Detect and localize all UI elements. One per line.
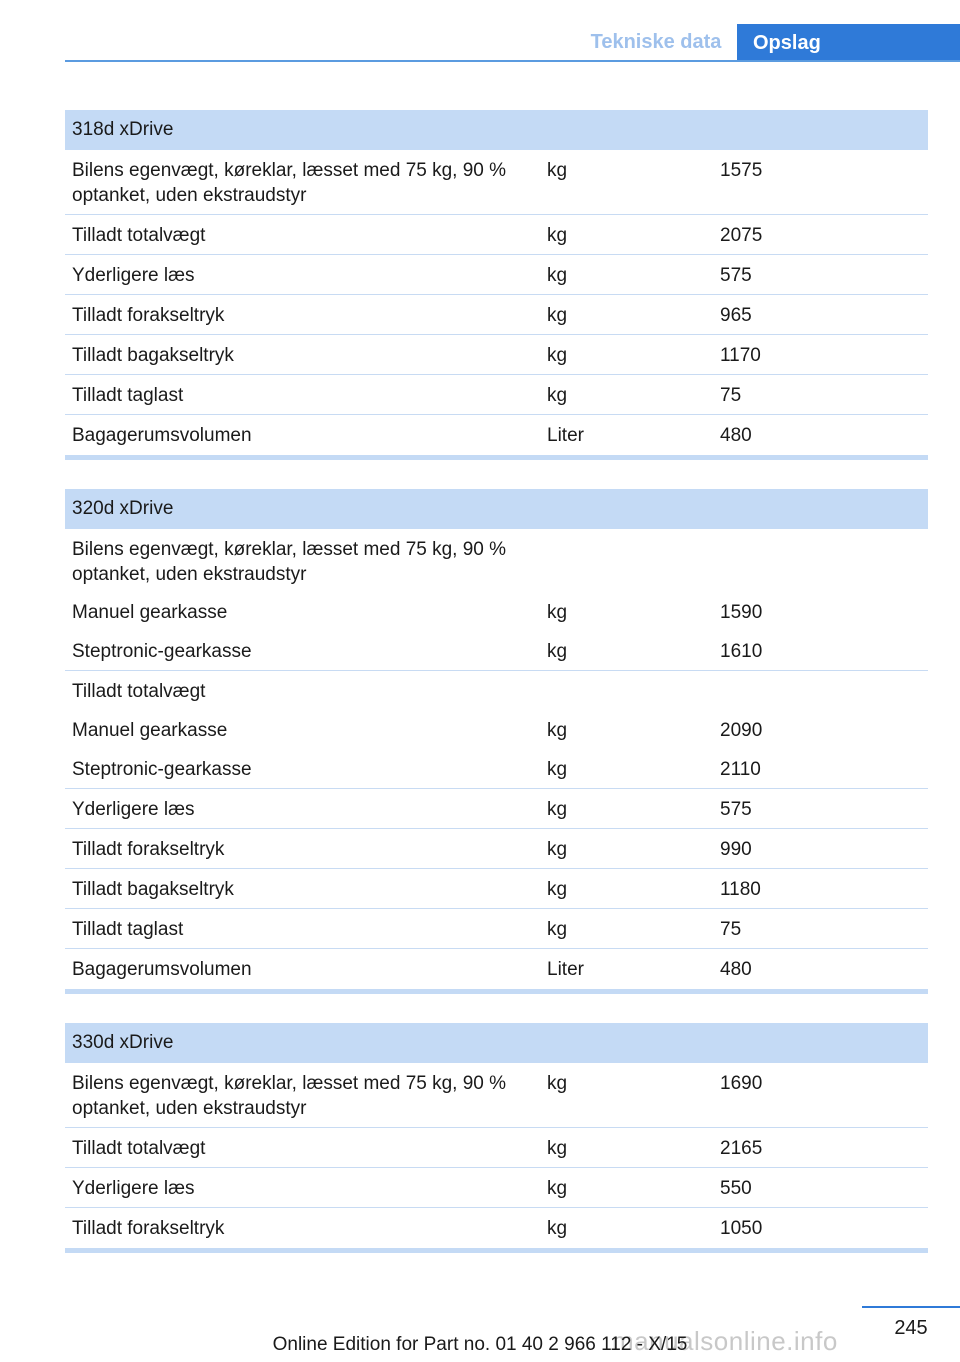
row-unit: kg bbox=[547, 265, 568, 286]
table-row bbox=[65, 949, 928, 989]
table-row bbox=[65, 869, 928, 909]
table-end-rule bbox=[65, 1248, 928, 1253]
table-end-rule bbox=[65, 455, 928, 460]
row-unit: kg bbox=[547, 345, 568, 366]
table-row bbox=[65, 295, 928, 335]
row-unit: kg bbox=[547, 1218, 568, 1239]
row-value: 990 bbox=[720, 839, 752, 860]
table-row bbox=[65, 415, 928, 455]
row-value: 2110 bbox=[720, 759, 761, 780]
row-value: 1575 bbox=[720, 160, 763, 181]
table-row bbox=[65, 1128, 928, 1168]
table-row bbox=[65, 671, 928, 710]
row-label: Steptronic-gearkasse bbox=[72, 641, 252, 662]
row-label: Tilladt taglast bbox=[72, 385, 184, 406]
row-unit: kg bbox=[547, 160, 568, 181]
row-label: Bilens egenvægt, køreklar, læsset med 75 kg, 90 % optanket, uden ekstraudstyr bbox=[72, 160, 507, 206]
row-unit: kg bbox=[547, 879, 568, 900]
table-title: 330d xDrive bbox=[65, 1023, 928, 1063]
table-row bbox=[65, 909, 928, 949]
row-value: 75 bbox=[720, 385, 742, 406]
section-tab-tekniske-data[interactable]: Tekniske data bbox=[590, 30, 722, 53]
row-value: 480 bbox=[720, 959, 752, 980]
row-label: Tilladt bagakseltryk bbox=[72, 345, 234, 366]
row-unit bbox=[540, 679, 713, 710]
table-row bbox=[65, 375, 928, 415]
spec-table-318d bbox=[65, 110, 928, 460]
row-value: 550 bbox=[720, 1178, 752, 1199]
table-row bbox=[65, 335, 928, 375]
row-label: Bilens egenvægt, køreklar, læsset med 75 kg, 90 % optanket, uden ekstraudstyr bbox=[72, 1073, 507, 1119]
spec-table-330d bbox=[65, 1023, 928, 1253]
row-label: Steptronic-gearkasse bbox=[72, 759, 252, 780]
table-row bbox=[65, 592, 928, 631]
row-value: 1590 bbox=[720, 602, 763, 623]
row-value: 1180 bbox=[720, 879, 761, 900]
row-unit: kg bbox=[547, 720, 568, 741]
row-unit: kg bbox=[547, 919, 568, 940]
table-end-rule bbox=[65, 989, 928, 994]
row-value: 965 bbox=[720, 305, 752, 326]
row-label: Tilladt forakseltryk bbox=[72, 839, 225, 860]
row-unit: kg bbox=[547, 385, 568, 406]
table-row bbox=[65, 1063, 928, 1128]
row-unit: kg bbox=[547, 759, 568, 780]
row-label: Yderligere læs bbox=[72, 1178, 195, 1199]
row-unit: kg bbox=[547, 641, 568, 662]
row-unit: kg bbox=[547, 225, 568, 246]
edition-footer: Online Edition for Part no. 01 40 2 966 112 - X/15 bbox=[272, 1334, 688, 1355]
table-row bbox=[65, 255, 928, 295]
row-value: 75 bbox=[720, 919, 742, 940]
row-value: 2165 bbox=[720, 1138, 763, 1159]
row-value: 575 bbox=[720, 799, 752, 820]
row-label: Yderligere læs bbox=[72, 265, 195, 286]
row-label: Bagagerumsvolumen bbox=[72, 425, 252, 446]
row-value: 1170 bbox=[720, 345, 761, 366]
row-label: Tilladt forakseltryk bbox=[72, 305, 225, 326]
row-value: 1690 bbox=[720, 1073, 763, 1094]
row-label: Tilladt forakseltryk bbox=[72, 1218, 225, 1239]
row-unit: kg bbox=[547, 1178, 568, 1199]
page-number: 245 bbox=[862, 1306, 960, 1340]
row-value: 2075 bbox=[720, 225, 763, 246]
row-value: 1610 bbox=[720, 641, 763, 662]
row-label: Tilladt bagakseltryk bbox=[72, 879, 234, 900]
table-row bbox=[65, 529, 928, 592]
row-value bbox=[713, 679, 928, 710]
row-unit: kg bbox=[547, 799, 568, 820]
table-row bbox=[65, 1168, 928, 1208]
spec-table-320d bbox=[65, 489, 928, 994]
row-label: Tilladt taglast bbox=[72, 919, 184, 940]
row-value: 575 bbox=[720, 265, 752, 286]
table-row bbox=[65, 789, 928, 829]
section-tab-opslag[interactable]: Opslag bbox=[737, 24, 960, 62]
table-row bbox=[65, 1208, 928, 1248]
table-title: 318d xDrive bbox=[65, 110, 928, 150]
table-row bbox=[65, 215, 928, 255]
row-label: Bagagerumsvolumen bbox=[72, 959, 252, 980]
header-rule bbox=[65, 60, 960, 62]
table-row bbox=[65, 631, 928, 671]
row-unit: kg bbox=[547, 839, 568, 860]
row-unit bbox=[540, 537, 713, 592]
row-label: Manuel gearkasse bbox=[72, 602, 228, 623]
table-row bbox=[65, 749, 928, 789]
table-title: 320d xDrive bbox=[65, 489, 928, 529]
row-unit: kg bbox=[547, 1138, 568, 1159]
row-unit: kg bbox=[547, 1073, 568, 1094]
row-label: Tilladt totalvægt bbox=[72, 225, 206, 246]
row-unit: Liter bbox=[547, 959, 584, 980]
table-row bbox=[65, 150, 928, 215]
row-value: 480 bbox=[720, 425, 752, 446]
row-unit: kg bbox=[547, 602, 568, 623]
row-unit: kg bbox=[547, 305, 568, 326]
table-row bbox=[65, 829, 928, 869]
row-value bbox=[713, 537, 928, 592]
row-label: Tilladt totalvægt bbox=[72, 681, 206, 702]
row-value: 2090 bbox=[720, 720, 763, 741]
watermark: manualsonline.info bbox=[612, 1326, 838, 1356]
row-label: Yderligere læs bbox=[72, 799, 195, 820]
row-unit: Liter bbox=[547, 425, 584, 446]
table-row bbox=[65, 710, 928, 749]
page-header bbox=[0, 0, 960, 62]
row-label: Tilladt totalvægt bbox=[72, 1138, 206, 1159]
row-label: Bilens egenvægt, køreklar, læsset med 75 kg, 90 % optanket, uden ekstraudstyr bbox=[72, 539, 507, 585]
row-value: 1050 bbox=[720, 1218, 763, 1239]
row-label: Manuel gearkasse bbox=[72, 720, 228, 741]
